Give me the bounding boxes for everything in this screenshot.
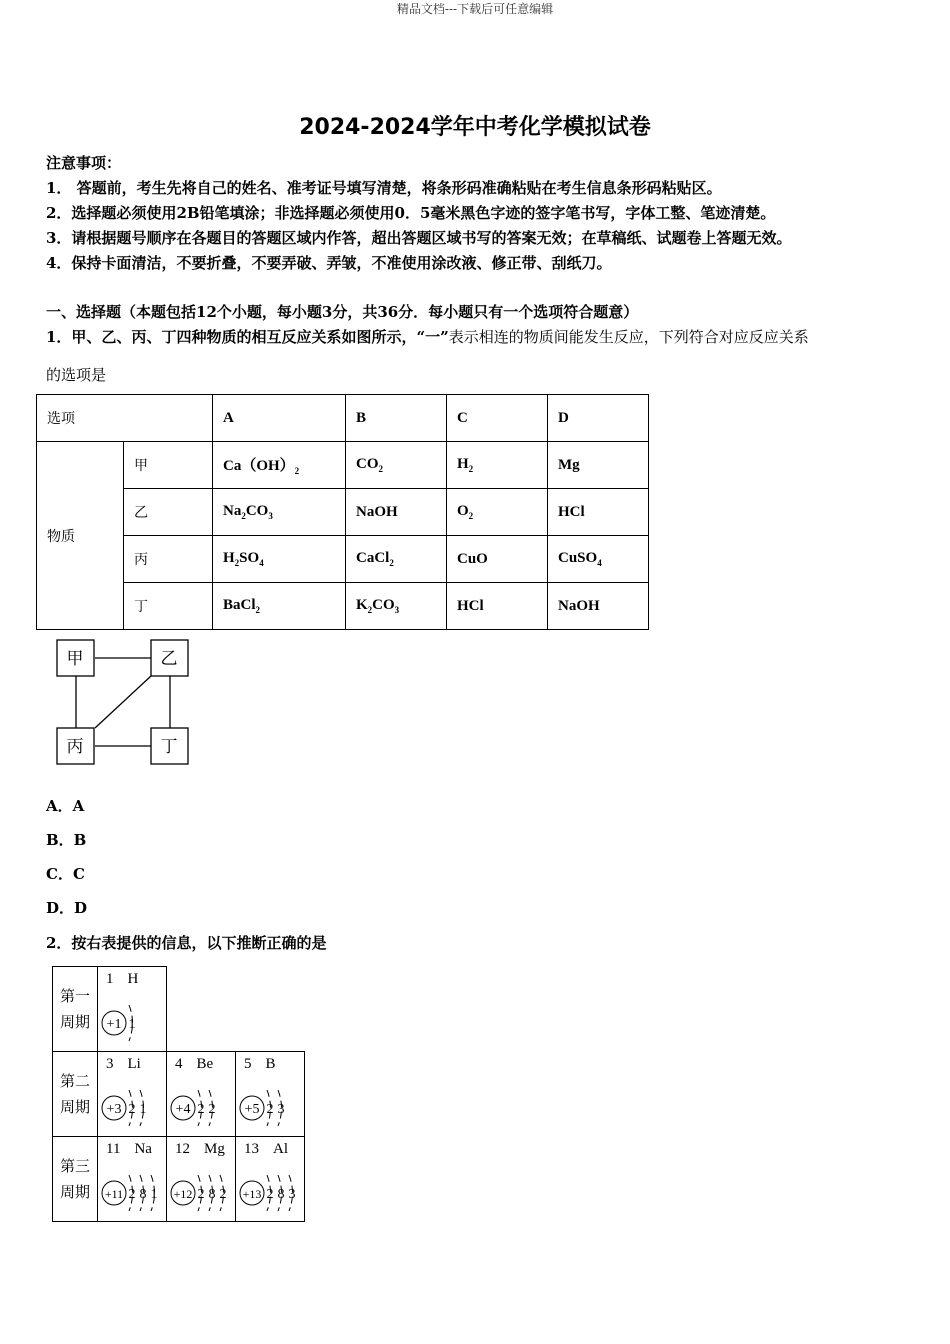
atom-structure [167, 1137, 235, 1221]
page-title: 2024-2024学年中考化学模拟试卷 [299, 115, 651, 140]
atom-structure [98, 1052, 166, 1136]
element-symbol: Li [127, 1056, 141, 1072]
table-cell: NaOH [346, 489, 447, 536]
shell-electron-count: 2 [128, 1187, 136, 1202]
element-symbol: Na [134, 1141, 152, 1157]
atomic-number: 1 [106, 971, 114, 987]
diagram-node-ding: 丁 [160, 737, 178, 757]
notice-item: 1． 答题前，考生先将自己的姓名、准考证号填写清楚，将条形码准确粘贴在考生信息条形码粘贴区。 [46, 179, 722, 197]
table-cell: CaCl$_2$ [346, 536, 447, 583]
table-cell: $Ca(OH)_2$ [213, 442, 346, 489]
atom-structure [167, 1052, 235, 1136]
nucleus-charge: +5 [244, 1102, 260, 1117]
table-row [37, 442, 649, 489]
shell-electron-count: 8 [208, 1187, 216, 1202]
table-cell: $Na_2CO_3$ [213, 489, 346, 536]
element-cell [98, 1052, 167, 1137]
choice-a[interactable]: A．A [46, 797, 85, 815]
atomic-number: 12 [175, 1141, 190, 1157]
table-cell: CuO [447, 536, 548, 583]
atom-structure [98, 967, 166, 1051]
section-heading: 一、选择题（本题包括12个小题，每小题3分，共36分．每小题只有一个选项符合题意） [46, 303, 639, 321]
q1-options-table [36, 394, 649, 630]
shell-electron-count: 2 [266, 1102, 274, 1117]
shell-electron-count: 2 [197, 1187, 205, 1202]
element-cell [167, 1137, 236, 1222]
period-label-line: 周期 [59, 1013, 90, 1031]
table-row [37, 489, 649, 536]
table-header-cell: D [548, 395, 649, 442]
period-label-line: 第二 [59, 1072, 90, 1090]
reaction-diagram [50, 636, 200, 768]
table-header-cell: A [213, 395, 346, 442]
nucleus-charge: +13 [242, 1187, 262, 1201]
shell-electron-count: 1 [139, 1102, 147, 1117]
table-header-cell: 选项 [37, 395, 213, 442]
element-symbol: B [265, 1056, 276, 1072]
element-symbol: Mg [204, 1141, 225, 1157]
shell-electron-count: 2 [219, 1187, 227, 1202]
element-cell [236, 1137, 305, 1222]
atom-structure [236, 1052, 304, 1136]
period-label-line: 周期 [59, 1183, 90, 1201]
element-symbol: Be [196, 1056, 214, 1072]
shell-electron-count: 2 [208, 1102, 216, 1117]
shell-electron-count: 1 [150, 1187, 158, 1202]
element-symbol: H [127, 971, 139, 987]
group-label-cell: 物质 [37, 442, 124, 630]
shell-electron-count: 8 [277, 1187, 285, 1202]
element-symbol: Al [273, 1141, 288, 1157]
period-label-line: 第三 [59, 1157, 90, 1175]
shell-electron-count: 2 [197, 1102, 205, 1117]
table-cell: BaCl$_2$ [213, 583, 346, 630]
element-cell [98, 1137, 167, 1222]
notice-item: 4．保持卡面清洁，不要折叠，不要弄破、弄皱，不准使用涂改液、修正带、刮纸刀。 [46, 254, 612, 272]
table-header-cell: C [447, 395, 548, 442]
notice-heading: 注意事项： [46, 154, 122, 172]
choice-b[interactable]: B．B [46, 831, 87, 849]
page-header: 精品文档---下载后可任意编辑 [396, 2, 554, 16]
element-cell [167, 1052, 236, 1137]
row-name-cell: 丁 [124, 583, 213, 630]
shell-electron-count: 3 [277, 1102, 285, 1117]
row-name-cell: 甲 [124, 442, 213, 489]
notice-item: 3．请根据题号顺序在各题目的答题区域内作答，超出答题区域书写的答案无效；在草稿纸、试题卷上答题无效。 [46, 229, 792, 247]
period-label-line: 周期 [59, 1098, 90, 1116]
q2-stem: 2．按右表提供的信息，以下推断正确的是 [46, 934, 327, 952]
q1-stem-rest: 表示相连的物质间能发生反应，下列符合对应反应关系 [448, 328, 809, 346]
notice-item: 2．选择题必须使用2B铅笔填涂；非选择题必须使用0．5毫米黑色字迹的签字笔书写，字体工整、笔迹清楚。 [46, 204, 776, 222]
period-label [53, 967, 98, 1052]
atomic-number: 13 [244, 1141, 259, 1157]
row-name-cell: 乙 [124, 489, 213, 536]
nucleus-charge: +12 [173, 1187, 193, 1201]
atomic-number: 4 [175, 1056, 183, 1072]
table-cell: $CO_2$ [346, 442, 447, 489]
table-row [37, 395, 649, 442]
element-cell [98, 967, 167, 1052]
period-label-line: 第一 [59, 987, 90, 1005]
table-cell: $H_2$ [447, 442, 548, 489]
table-cell: HCl [447, 583, 548, 630]
table-cell: Mg [548, 442, 649, 489]
table-row [53, 967, 305, 1052]
period-label [53, 1137, 98, 1222]
atom-structure [98, 1137, 166, 1221]
table-header-cell: B [346, 395, 447, 442]
table-cell: HCl [548, 489, 649, 536]
atom-structure [236, 1137, 304, 1221]
table-row [37, 536, 649, 583]
nucleus-charge: +1 [106, 1017, 122, 1032]
table-row [53, 1052, 305, 1137]
atomic-number: 5 [244, 1056, 252, 1072]
shell-electron-count: 2 [266, 1187, 274, 1202]
periodic-table-excerpt [52, 966, 305, 1222]
table-cell: $K_2CO_3$ [346, 583, 447, 630]
table-row [37, 583, 649, 630]
diagram-node-jia: 甲 [66, 649, 84, 669]
shell-electron-count: 8 [139, 1187, 147, 1202]
row-name-cell: 丙 [124, 536, 213, 583]
shell-electron-count: 3 [288, 1187, 296, 1202]
table-cell: $O_2$ [447, 489, 548, 536]
atomic-number: 3 [106, 1056, 114, 1072]
q1-stem-bold: 1．甲、乙、丙、丁四种物质的相互反应关系如图所示，“一” [46, 328, 449, 346]
q1-stem [46, 326, 809, 347]
shell-electron-count: 2 [128, 1102, 136, 1117]
table-cell: $H_2SO_4$ [213, 536, 346, 583]
choice-d[interactable]: D．D [46, 899, 88, 917]
diagram-node-yi: 乙 [160, 649, 178, 669]
shell-electron-count: 1 [128, 1017, 136, 1032]
table-cell: NaOH [548, 583, 649, 630]
nucleus-charge: +4 [175, 1102, 191, 1117]
period-label [53, 1052, 98, 1137]
nucleus-charge: +11 [104, 1187, 124, 1201]
diagram-node-bing: 丙 [66, 737, 84, 757]
atomic-number: 11 [106, 1141, 121, 1157]
nucleus-charge: +3 [106, 1102, 122, 1117]
table-cell: CuSO$_4$ [548, 536, 649, 583]
q1-stem-line2: 的选项是 [46, 366, 107, 384]
choice-c[interactable]: C．C [46, 865, 85, 883]
table-row [53, 1137, 305, 1222]
element-cell [236, 1052, 305, 1137]
